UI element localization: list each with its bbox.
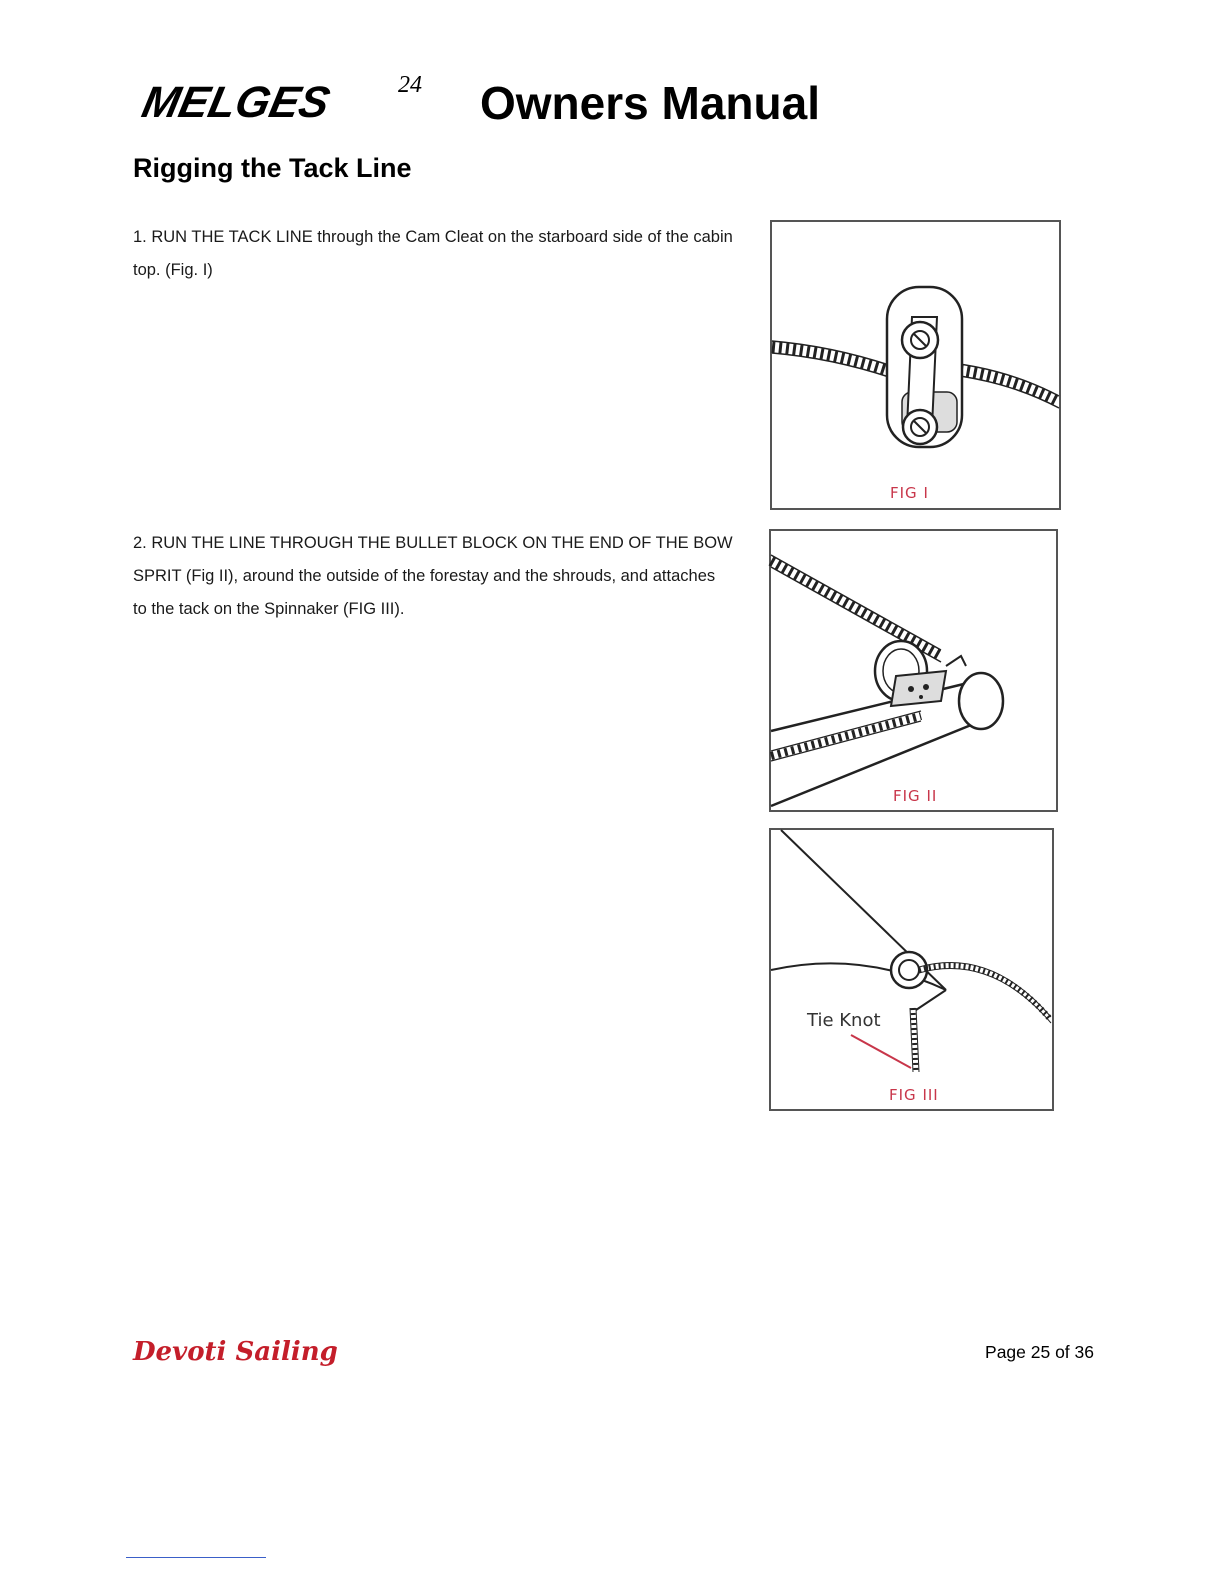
fig-2-label: FIG II [893,787,938,805]
brand-text: Devoti Sailing [133,1337,338,1367]
page-title: Owners Manual [480,77,820,129]
footnote-divider [126,1557,266,1558]
logo-superscript: 24 [398,72,422,98]
page-number: Page 25 of 36 [985,1342,1094,1362]
figure-3-tie-knot [769,828,1054,1111]
section-heading: Rigging the Tack Line [133,153,412,183]
devoti-sailing-logo [133,1330,338,1375]
melges-logo [137,70,440,130]
bullet-block-illustration [771,531,1056,810]
logo-text: MELGES [137,78,334,127]
figure-2-bullet-block [769,529,1058,812]
spinnaker-tack-illustration [771,830,1052,1109]
step-2-text: 2. RUN THE LINE THROUGH THE BULLET BLOCK ON THE END OF THE BOW SPRIT (Fig II), around the outside of the forestay and the shrouds, and attaches to the tack on the Spinnaker (FIG III). [133,534,733,618]
figure-1-cam-cleat [770,220,1061,510]
cam-cleat-illustration [772,222,1059,508]
tie-knot-annotation: Tie Knot [807,1010,881,1031]
fig-1-label: FIG I [890,484,929,502]
fig-3-label: FIG III [889,1086,939,1104]
step-1-text: 1. RUN THE TACK LINE through the Cam Cleat on the starboard side of the cabin top. (Fig. I) [133,228,733,279]
